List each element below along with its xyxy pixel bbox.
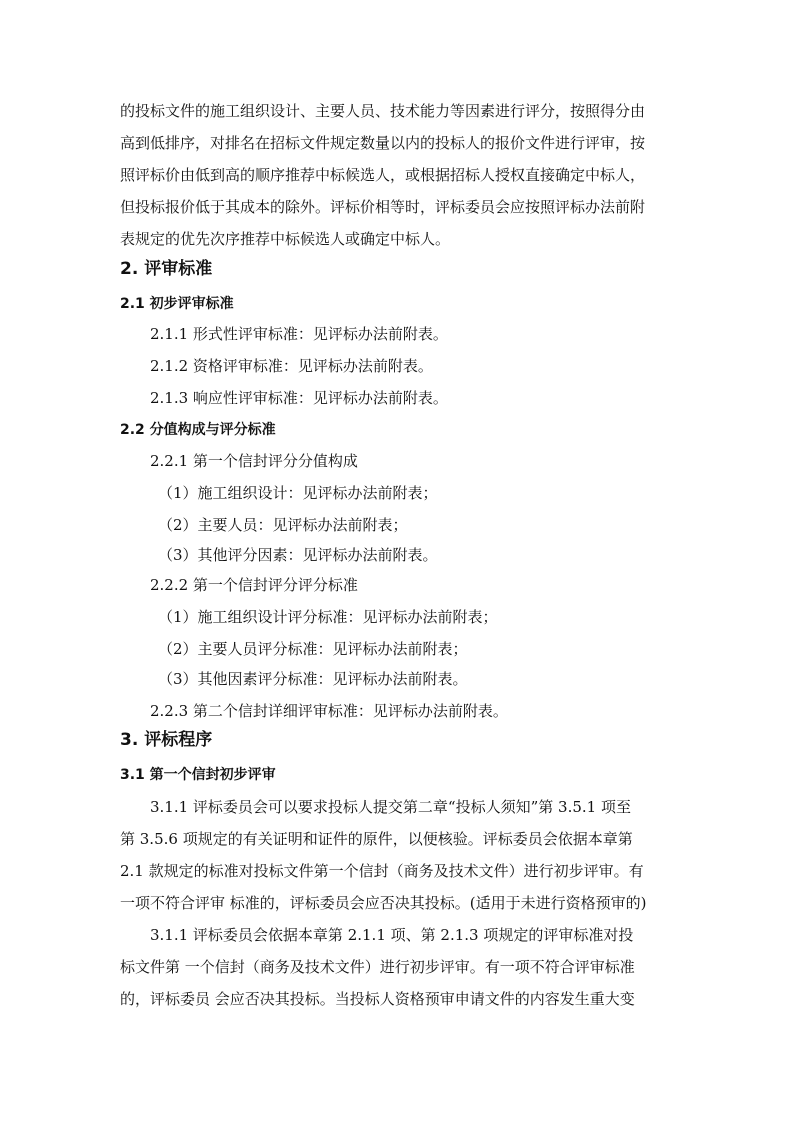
list-item: 2.1.2 资格评审标准：见评标办法前附表。 [150,357,433,375]
paragraph-3-1-1b-line: 的，评标委员 会应否决其投标。当投标人资格预审申请文件的内容发生重大变 [120,990,635,1008]
list-item: （1）施工组织设计评分标准：见评标办法前附表； [158,608,498,626]
list-item: （2）主要人员评分标准：见评标办法前附表； [158,640,468,658]
paragraph-2-2-2: 2.2.2 第一个信封评分评分标准 [150,576,358,594]
list-item: （2）主要人员：见评标办法前附表； [158,516,408,534]
intro-line: 但投标报价低于其成本的除外。评标价相等时，评标委员会应按照评标办法前附 [120,198,646,216]
list-item: （3）其他评分因素：见评标办法前附表。 [158,546,438,564]
paragraph-3-1-1-line: 一项不符合评审 标准的，评标委员会应否决其投标。(适用于未进行资格预审的) [120,894,647,912]
list-item: 2.1.1 形式性评审标准：见评标办法前附表。 [150,325,448,343]
intro-line: 高到低排序，对排名在招标文件规定数量以内的投标人的报价文件进行评审，按 [120,134,646,152]
paragraph-3-1-1b-line: 3.1.1 评标委员会依据本章第 2.1.1 项、第 2.1.3 项规定的评审标准对投 [150,926,634,944]
paragraph-3-1-1b-line: 标文件第 一个信封（商务及技术文件）进行初步评审。有一项不符合评审标准 [120,958,635,976]
intro-line: 的投标文件的施工组织设计、主要人员、技术能力等因素进行评分，按照得分由 [120,102,646,120]
intro-line: 照评标价由低到高的顺序推荐中标候选人，或根据招标人授权直接确定中标人， [120,166,646,184]
paragraph-2-2-1: 2.2.1 第一个信封评分分值构成 [150,452,358,470]
intro-line: 表规定的优先次序推荐中标候选人或确定中标人。 [120,230,451,248]
paragraph-2-2-3: 2.2.3 第二个信封详细评审标准：见评标办法前附表。 [150,702,508,720]
paragraph-3-1-1-line: 3.1.1 评标委员会可以要求投标人提交第二章“投标人须知”第 3.5.1 项至 [150,798,631,816]
list-item: （3）其他因素评分标准：见评标办法前附表。 [158,670,468,688]
section-2-1-heading: 2.1 初步评审标准 [120,296,234,312]
paragraph-3-1-1-line: 第 3.5.6 项规定的有关证明和证件的原件，以便核验。评标委员会依据本章第 [120,830,633,848]
list-item: （1）施工组织设计：见评标办法前附表； [158,484,438,502]
section-3-1-heading: 3.1 第一个信封初步评审 [120,767,276,783]
paragraph-3-1-1-line: 2.1 款规定的标准对投标文件第一个信封（商务及技术文件）进行初步评审。有 [120,862,644,880]
section-2-2-heading: 2.2 分值构成与评分标准 [120,422,276,438]
list-item: 2.1.3 响应性评审标准：见评标办法前附表。 [150,389,448,407]
section-2-heading: 2. 评审标准 [120,259,213,279]
section-3-heading: 3. 评标程序 [120,730,213,750]
